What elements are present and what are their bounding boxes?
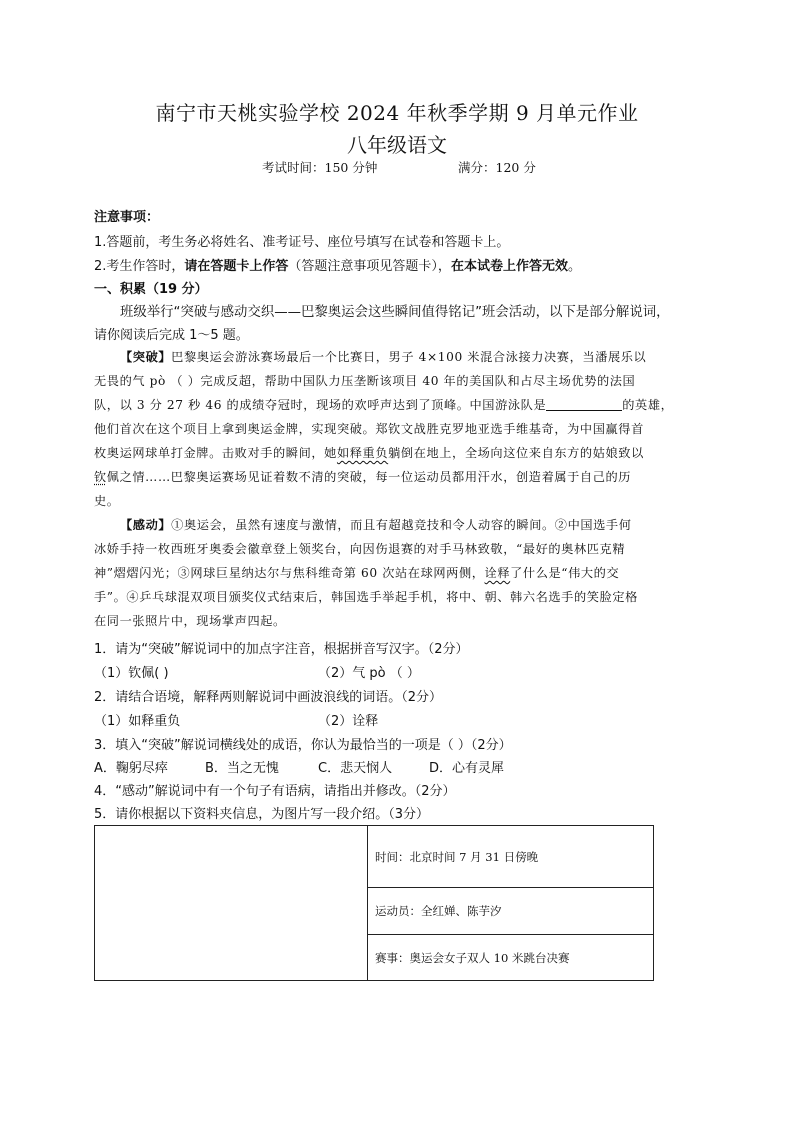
question-1-part-1: （1）钦佩( ) — [94, 666, 169, 681]
dotted-char-qin: 钦 — [94, 470, 107, 484]
fill-in-blank — [546, 398, 622, 411]
passage-breakthrough-line-5: 枚奥运网球单打金牌。击败对手的瞬间，她如释重负躺倒在地上，全场向这位来自东方的姑娘致以 — [94, 446, 644, 460]
table-row-athletes: 运动员：全红婵、陈芋汐 — [368, 888, 653, 935]
table-row-event: 赛事：奥运会女子双人 10 米跳台决赛 — [375, 950, 570, 965]
question-1: 1．请为“突破”解说词中的加点字注音，根据拼音写汉字。（2分） — [94, 642, 469, 657]
document-subtitle: 八年级语文 — [347, 133, 447, 157]
question-3-option-b: B．当之无愧 — [205, 761, 279, 776]
passage-moving-line-5: 在同一张照片中，现场掌声四起。 — [94, 614, 286, 628]
question-3-option-a: A．鞠躬尽瘁 — [94, 761, 168, 776]
question-2: 2．请结合语境，解释两则解说词中画波浪线的词语。（2分） — [94, 690, 443, 705]
wavy-phrase-rushizhongfu: 如释重负 — [336, 446, 389, 460]
exam-time: 考试时间：150 分钟 — [262, 160, 378, 175]
passage-breakthrough-line-2: 无畏的气 pò （ ）完成反超，帮助中国队力压垄断该项目 40 年的美国队和占尽主场优势的法国 — [94, 374, 636, 388]
notes-item-2: 2.考生作答时，请在答题卡上作答（答题注意事项见答题卡），在本试卷上作答无效。 — [94, 259, 581, 274]
passage-moving-line-2: 冰娇手持一枚西班牙奥委会徽章登上领奖台，向因伤退赛的对手马林致敬，“最好的奥林匹克精 — [94, 542, 626, 556]
notes-item-1: 1.答题前，考生务必将姓名、准考证号、座位号填写在试卷和答题卡上。 — [94, 235, 510, 250]
passage-breakthrough-line-3: 队，以 3 分 27 秒 46 的成绩夺冠时，现场的欢呼声达到了顶峰。中国游泳队是 的英雄， — [94, 398, 674, 412]
passage-breakthrough-line-6: 钦佩之情……巴黎奥运赛场见证着数不清的突破，每一位运动员都用汗水，创造着属于自己的历 — [94, 470, 632, 484]
question-2-part-2: （2）诠释 — [318, 714, 379, 729]
passage-moving-line-3: 神”熠熠闪光；③网球巨星纳达尔与焦科维奇第 60 次站在球网两侧，诠释了什么是“伟大的交 — [94, 566, 620, 580]
document-title: 南宁市天桃实验学校 2024 年秋季学期 9 月单元作业 — [155, 101, 639, 125]
passage-breakthrough-line-4: 他们首次在这个项目上拿到奥运金牌，实现突破。郑钦文战胜克罗地亚选手维基奇，为中国赢得首 — [94, 422, 644, 436]
question-3: 3．填入“突破”解说词横线处的成语，你认为最恰当的一项是（ ）（2分） — [94, 738, 512, 753]
info-table — [94, 825, 654, 981]
passage-breakthrough-line-1: 【突破】巴黎奥运会游泳赛场最后一个比赛日，男子 4×100 米混合泳接力决赛，当潘展乐以 — [120, 350, 647, 364]
notes-heading: 注意事项： — [94, 210, 160, 225]
section-intro-line-2: 请你阅读后完成 1～5 题。 — [94, 328, 249, 343]
question-4: 4．“感动”解说词中有一个句子有语病，请指出并修改。（2分） — [94, 784, 456, 799]
full-score: 满分：120 分 — [458, 160, 536, 175]
section-intro-line-1: 班级举行“突破与感动交织——巴黎奥运会这些瞬间值得铭记”班会活动，以下是部分解说词， — [120, 305, 670, 320]
question-3-option-d: D．心有灵犀 — [429, 761, 505, 776]
passage-moving-line-4: 手”。④乒乓球混双项目颁奖仪式结束后，韩国选手举起手机，将中、朝、韩六名选手的笑脸定格 — [94, 590, 638, 604]
question-1-part-2: （2）气 pò （ ） — [318, 666, 420, 681]
wavy-phrase-quanshi: 诠释 — [484, 566, 511, 580]
question-2-part-1: （1）如释重负 — [94, 714, 181, 729]
table-row-time: 时间：北京时间 7 月 31 日傍晚 — [368, 826, 653, 888]
passage-moving-line-1: 【感动】①奥运会，虽然有速度与激情，而且有超越竞技和令人动容的瞬间。②中国选手何 — [120, 518, 632, 532]
passage-breakthrough-line-7: 史。 — [94, 494, 120, 508]
section-heading: 一、积累（19 分） — [94, 282, 208, 297]
question-3-option-c: C．悲天悯人 — [318, 761, 393, 776]
question-5: 5．请你根据以下资料夹信息，为图片写一段介绍。（3分） — [94, 807, 430, 822]
